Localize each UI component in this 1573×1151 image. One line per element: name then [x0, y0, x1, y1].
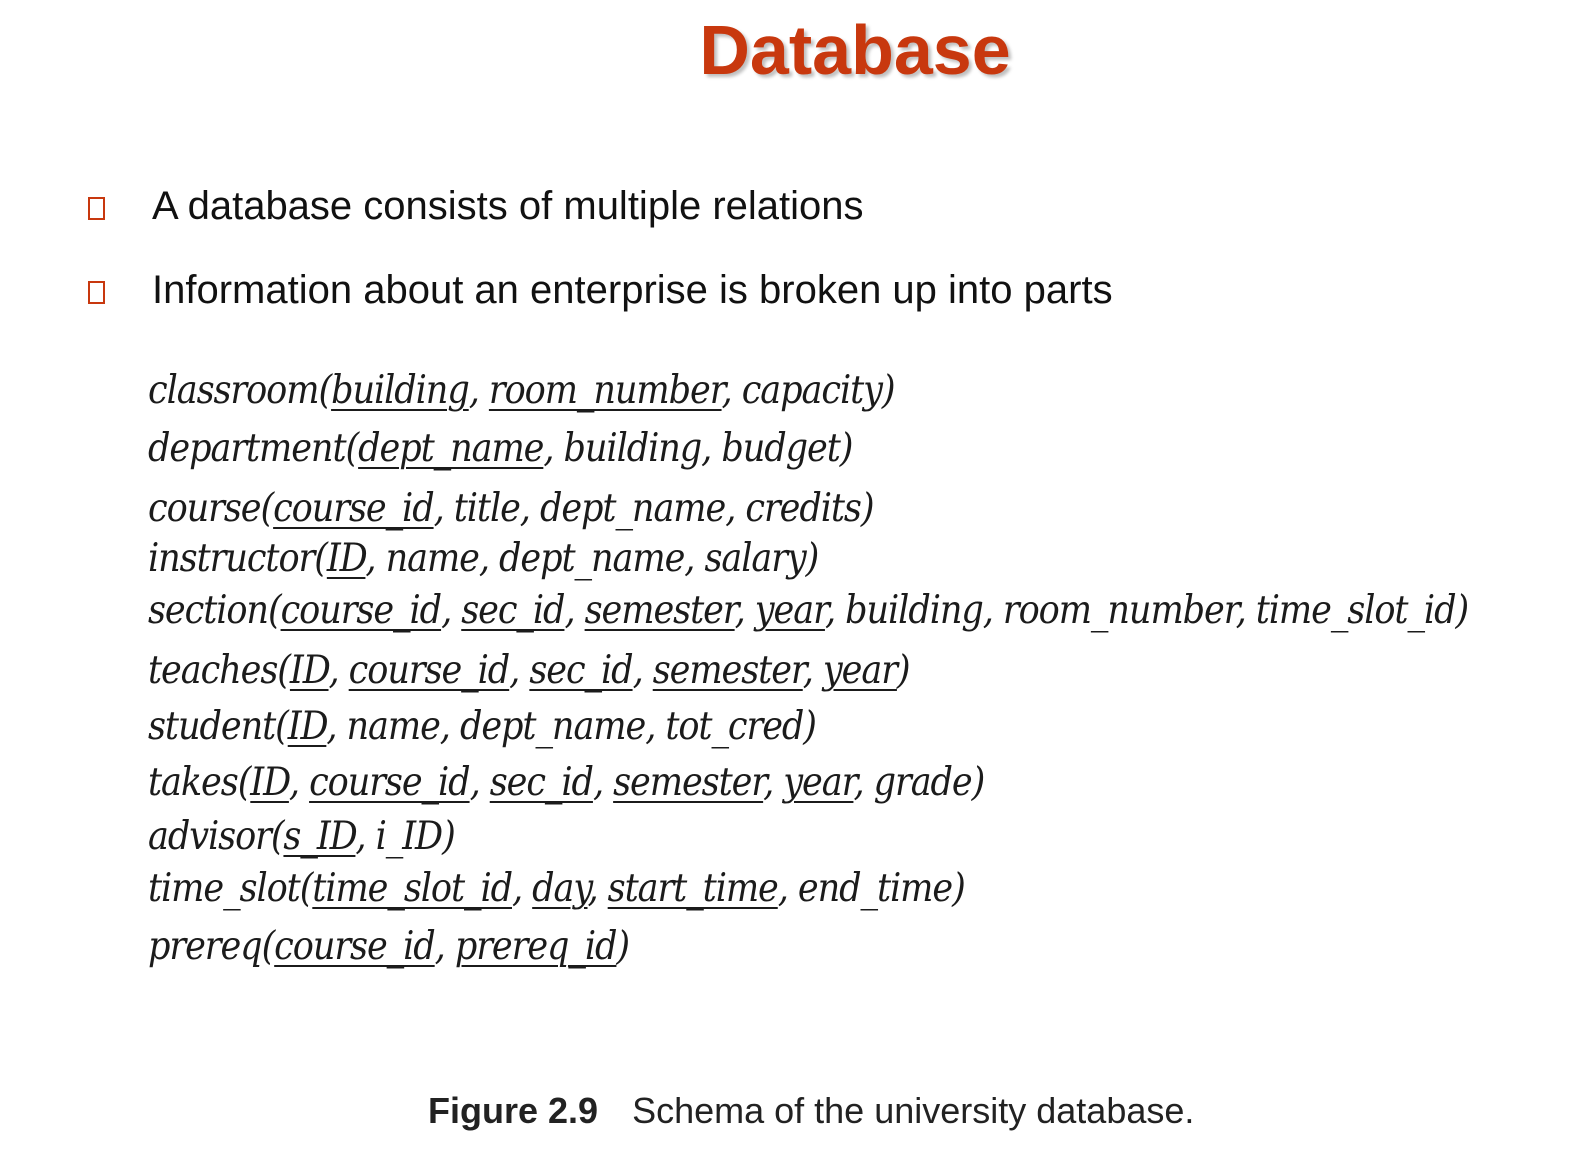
primary-key-attribute: ID	[287, 704, 327, 749]
primary-key-attribute: sec_id	[489, 760, 593, 805]
attribute: budget	[721, 426, 840, 471]
schema-relation-classroom: classroom(building, room_number, capacity)	[148, 368, 895, 413]
attribute: name	[346, 704, 440, 749]
schema-relation-teaches: teaches(ID, course_id, sec_id, semester, year)	[148, 648, 910, 693]
primary-key-attribute: s_ID	[283, 814, 356, 859]
relation-name: teaches	[148, 648, 278, 693]
bullet-item	[88, 176, 1113, 236]
relation-name: instructor	[148, 536, 315, 581]
attribute: credits	[745, 486, 861, 531]
schema-relation-advisor: advisor(s_ID, i_ID)	[148, 814, 455, 859]
primary-key-attribute: semester	[652, 648, 803, 693]
bullet-item	[88, 260, 1113, 320]
relation-name: course	[148, 486, 261, 531]
attribute: tot_cred	[665, 704, 804, 749]
primary-key-attribute: course_id	[348, 648, 510, 693]
primary-key-attribute: year	[822, 648, 897, 693]
schema-relation-takes: takes(ID, course_id, sec_id, semester, year, grade)	[148, 760, 985, 805]
attribute: salary	[704, 536, 806, 581]
attribute: dept_name	[459, 704, 646, 749]
relation-name: advisor	[148, 814, 271, 859]
attribute: capacity	[741, 368, 882, 413]
primary-key-attribute: start_time	[607, 866, 778, 911]
attribute: time_slot_id	[1255, 588, 1456, 633]
caption-label: Figure 2.9	[428, 1090, 599, 1131]
primary-key-attribute: sec_id	[461, 588, 565, 633]
primary-key-attribute: building	[331, 368, 469, 413]
attribute: room_number	[1002, 588, 1236, 633]
schema-relation-course: course(course_id, title, dept_name, credits)	[148, 486, 874, 531]
relation-name: classroom	[148, 368, 319, 413]
primary-key-attribute: year	[783, 760, 854, 805]
primary-key-attribute: course_id	[309, 760, 470, 805]
caption-text: Schema of the university database.	[632, 1090, 1195, 1131]
attribute: dept_name	[539, 486, 726, 531]
primary-key-attribute: course_id	[274, 924, 435, 969]
primary-key-attribute: room_number	[488, 368, 722, 413]
attribute: name	[385, 536, 479, 581]
primary-key-attribute: ID	[289, 648, 329, 693]
primary-key-attribute: semester	[584, 588, 735, 633]
relation-name: student	[148, 704, 276, 749]
schema-relation-department: department(dept_name, building, budget)	[148, 426, 853, 471]
bullet-list	[88, 176, 1113, 344]
primary-key-attribute: course_id	[273, 486, 434, 531]
primary-key-attribute: year	[754, 588, 825, 633]
relation-name: prereq	[148, 924, 262, 969]
attribute: building	[563, 426, 702, 471]
square-bullet-icon	[88, 197, 105, 220]
attribute: i_ID	[375, 814, 443, 859]
relation-name: time_slot	[148, 866, 300, 911]
primary-key-attribute: sec_id	[529, 648, 633, 693]
primary-key-attribute: course_id	[280, 588, 442, 633]
primary-key-attribute: time_slot_id	[312, 866, 513, 911]
primary-key-attribute: day	[532, 866, 588, 911]
primary-key-attribute: ID	[250, 760, 289, 805]
slide-title: Database	[699, 11, 1011, 89]
attribute: grade	[873, 760, 972, 805]
attribute: building	[845, 588, 983, 633]
bullet-text: Information about an enterprise is broken up into parts	[152, 267, 1113, 312]
primary-key-attribute: ID	[326, 536, 366, 581]
primary-key-attribute: dept_name	[358, 426, 544, 471]
bullet-text: A database consists of multiple relations	[152, 183, 864, 228]
primary-key-attribute: prereq_id	[454, 924, 617, 969]
figure-caption	[428, 1090, 1194, 1132]
primary-key-attribute: semester	[613, 760, 764, 805]
square-bullet-icon	[88, 281, 105, 304]
attribute: end_time	[797, 866, 953, 911]
schema-relation-prereq: prereq(course_id, prereq_id)	[148, 924, 630, 969]
relation-name: takes	[148, 760, 238, 805]
relation-name: department	[148, 426, 346, 471]
relation-name: section	[148, 588, 268, 633]
attribute: title	[453, 486, 520, 531]
schema-relation-student: student(ID, name, dept_name, tot_cred)	[148, 704, 816, 749]
schema-relation-section: section(course_id, sec_id, semester, year, building, room_number, time_slot_id)	[148, 588, 1469, 633]
attribute: dept_name	[499, 536, 685, 581]
schema-relation-time-slot: time_slot(time_slot_id, day, start_time, end_time)	[148, 866, 965, 911]
schema-relation-instructor: instructor(ID, name, dept_name, salary)	[148, 536, 819, 581]
